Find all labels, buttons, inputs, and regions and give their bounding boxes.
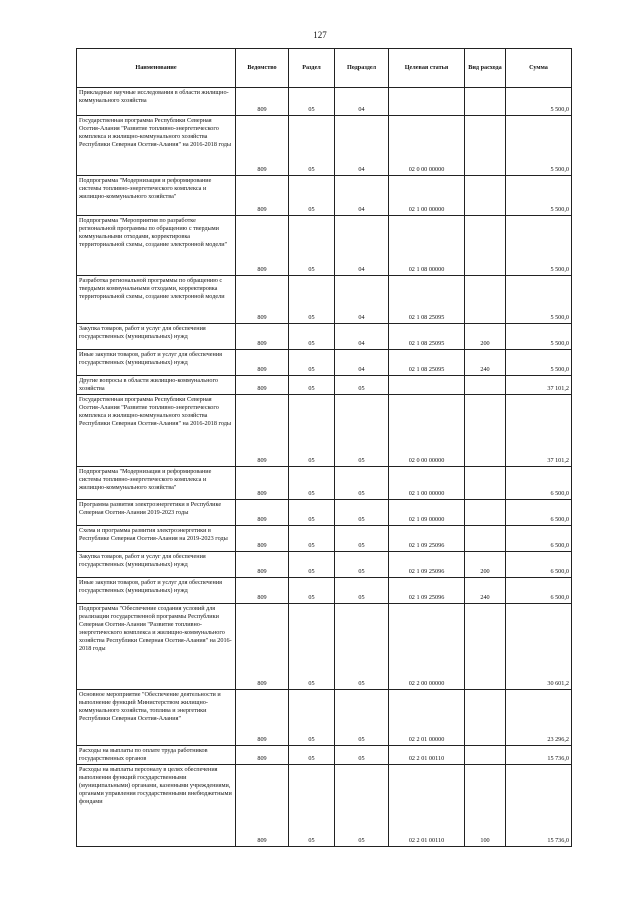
row-expense-type [465, 216, 506, 276]
row-section: 05 [289, 525, 335, 551]
row-section: 05 [289, 376, 335, 395]
row-name: Расходы на выплаты персоналу в целях обеспечения выполнения функций государственными (муниципальными) органами, казенными учреждениями, органами управления государственными внебюджетными фондами [77, 764, 236, 846]
row-subsection: 05 [335, 689, 389, 745]
row-sum: 6 500,0 [506, 466, 572, 499]
row-expense-type: 200 [465, 324, 506, 350]
row-name: Схема и программа развития электроэнергетики в Республике Северная Осетия-Алания на 2019-2023 годы [77, 525, 236, 551]
row-sum: 30 601,2 [506, 603, 572, 689]
row-target [389, 376, 465, 395]
header-section: Раздел [289, 49, 335, 88]
row-subsection: 05 [335, 394, 389, 466]
row-dept: 809 [236, 376, 289, 395]
row-name: Программа развития электроэнергетики в Республике Северная Осетия-Алания 2019-2023 годы [77, 499, 236, 525]
row-expense-type [465, 689, 506, 745]
row-name: Государственная программа Республики Северная Осетия-Алания "Развитие топливно-энергетического комплекса и жилищно-коммунального хозяйства Республики Северная Осетия-Алания" на 2016-2018 годы [77, 116, 236, 176]
row-sum: 15 736,0 [506, 745, 572, 764]
row-sum: 5 500,0 [506, 350, 572, 376]
row-subsection: 05 [335, 499, 389, 525]
row-target: 02 2 01 00110 [389, 764, 465, 846]
row-section: 05 [289, 745, 335, 764]
row-expense-type [465, 276, 506, 324]
row-section: 05 [289, 499, 335, 525]
row-target: 02 1 08 25095 [389, 324, 465, 350]
row-sum: 5 500,0 [506, 324, 572, 350]
table-row [77, 525, 572, 551]
header-dept: Ведомство [236, 49, 289, 88]
row-sum: 5 500,0 [506, 116, 572, 176]
row-dept: 809 [236, 324, 289, 350]
row-section: 05 [289, 394, 335, 466]
row-expense-type [465, 499, 506, 525]
row-section: 05 [289, 350, 335, 376]
row-expense-type: 240 [465, 577, 506, 603]
table-row [77, 394, 572, 466]
row-target: 02 0 00 00000 [389, 116, 465, 176]
row-expense-type: 240 [465, 350, 506, 376]
row-expense-type [465, 466, 506, 499]
header-target: Целевая статья [389, 49, 465, 88]
header-subsection: Подраздел [335, 49, 389, 88]
row-subsection: 05 [335, 764, 389, 846]
row-target [389, 88, 465, 116]
row-expense-type: 100 [465, 764, 506, 846]
row-section: 05 [289, 176, 335, 216]
row-target: 02 2 01 00110 [389, 745, 465, 764]
table-row [77, 577, 572, 603]
row-expense-type [465, 394, 506, 466]
row-dept: 809 [236, 577, 289, 603]
table-row [77, 276, 572, 324]
table-row [77, 376, 572, 395]
row-expense-type [465, 116, 506, 176]
row-dept: 809 [236, 176, 289, 216]
row-section: 05 [289, 324, 335, 350]
row-name: Закупка товаров, работ и услуг для обеспечения государственных (муниципальных) нужд [77, 324, 236, 350]
row-name: Иные закупки товаров, работ и услуг для обеспечения государственных (муниципальных) нужд [77, 350, 236, 376]
row-name: Расходы на выплаты по оплате труда работников государственных органов [77, 745, 236, 764]
row-dept: 809 [236, 603, 289, 689]
row-target: 02 1 08 25095 [389, 350, 465, 376]
table-row [77, 745, 572, 764]
row-dept: 809 [236, 88, 289, 116]
row-dept: 809 [236, 350, 289, 376]
row-subsection: 05 [335, 603, 389, 689]
row-target: 02 2 00 00000 [389, 603, 465, 689]
row-dept: 809 [236, 499, 289, 525]
row-section: 05 [289, 603, 335, 689]
row-subsection: 04 [335, 116, 389, 176]
row-dept: 809 [236, 764, 289, 846]
row-name: Подпрограмма "Обеспечение создания условий для реализации государственной программы Республики Северная Осетия-Алания "Развитие топливно-энергетического комплекса и жилищно-коммунального хозяйства Республики Северная Осетия-Алания" на 2016-2018 годы [77, 603, 236, 689]
row-target: 02 1 09 00000 [389, 499, 465, 525]
row-sum: 5 500,0 [506, 176, 572, 216]
row-subsection: 05 [335, 577, 389, 603]
row-name: Прикладные научные исследования в области жилищно-коммунального хозяйства [77, 88, 236, 116]
row-target: 02 1 08 25095 [389, 276, 465, 324]
row-name: Иные закупки товаров, работ и услуг для обеспечения государственных (муниципальных) нужд [77, 577, 236, 603]
row-section: 05 [289, 577, 335, 603]
header-expense-type: Вид расхода [465, 49, 506, 88]
row-expense-type: 200 [465, 551, 506, 577]
row-dept: 809 [236, 394, 289, 466]
row-section: 05 [289, 551, 335, 577]
row-target: 02 1 00 00000 [389, 466, 465, 499]
row-sum: 15 736,0 [506, 764, 572, 846]
row-sum: 23 296,2 [506, 689, 572, 745]
row-target: 02 2 01 00000 [389, 689, 465, 745]
table-row [77, 324, 572, 350]
table-row [77, 466, 572, 499]
row-expense-type [465, 88, 506, 116]
header-sum: Сумма [506, 49, 572, 88]
table-row [77, 764, 572, 846]
row-sum: 37 101,2 [506, 376, 572, 395]
row-section: 05 [289, 276, 335, 324]
row-sum: 5 500,0 [506, 276, 572, 324]
table-row [77, 603, 572, 689]
row-dept: 809 [236, 551, 289, 577]
row-sum: 37 101,2 [506, 394, 572, 466]
row-section: 05 [289, 116, 335, 176]
row-dept: 809 [236, 689, 289, 745]
row-sum: 5 500,0 [506, 216, 572, 276]
table-row [77, 216, 572, 276]
row-dept: 809 [236, 276, 289, 324]
row-name: Закупка товаров, работ и услуг для обеспечения государственных (муниципальных) нужд [77, 551, 236, 577]
row-dept: 809 [236, 745, 289, 764]
row-section: 05 [289, 216, 335, 276]
row-name: Разработка региональной программы по обращению с твердыми коммунальными отходами, корректировка территориальной схемы, создание электронной модели [77, 276, 236, 324]
row-subsection: 05 [335, 466, 389, 499]
row-name: Подпрограмма "Мероприятия по разработке региональной программы по обращению с твердыми коммунальными отходами, корректировка территориальной схемы, создание электронной модели" [77, 216, 236, 276]
page-number: 127 [313, 30, 327, 40]
table-row [77, 689, 572, 745]
row-expense-type [465, 176, 506, 216]
row-name: Основное мероприятие "Обеспечение деятельности и выполнение функций Министерством жилищно-коммунального хозяйства, топлива и энергетики Республики Северная Осетия-Алания" [77, 689, 236, 745]
row-expense-type [465, 525, 506, 551]
row-expense-type [465, 603, 506, 689]
row-subsection: 04 [335, 350, 389, 376]
row-dept: 809 [236, 216, 289, 276]
table-row [77, 551, 572, 577]
row-section: 05 [289, 466, 335, 499]
table-row [77, 176, 572, 216]
row-sum: 6 500,0 [506, 499, 572, 525]
row-subsection: 04 [335, 324, 389, 350]
header-name: Наименование [77, 49, 236, 88]
row-dept: 809 [236, 466, 289, 499]
row-target: 02 1 09 25096 [389, 551, 465, 577]
table-row [77, 116, 572, 176]
row-expense-type [465, 745, 506, 764]
table-body [77, 88, 572, 847]
row-expense-type [465, 376, 506, 395]
row-subsection: 04 [335, 176, 389, 216]
row-target: 02 1 08 00000 [389, 216, 465, 276]
row-subsection: 05 [335, 745, 389, 764]
row-dept: 809 [236, 525, 289, 551]
row-sum: 6 500,0 [506, 577, 572, 603]
row-sum: 6 500,0 [506, 525, 572, 551]
row-section: 05 [289, 689, 335, 745]
row-subsection: 04 [335, 276, 389, 324]
row-subsection: 04 [335, 88, 389, 116]
row-name: Подпрограмма "Модернизация и реформирование системы топливно-энергетического комплекса и жилищно-коммунального хозяйства" [77, 466, 236, 499]
row-name: Другие вопросы в области жилищно-коммунального хозяйства [77, 376, 236, 395]
row-subsection: 05 [335, 525, 389, 551]
row-subsection: 05 [335, 376, 389, 395]
row-target: 02 1 09 25096 [389, 525, 465, 551]
row-section: 05 [289, 88, 335, 116]
table-row [77, 88, 572, 116]
row-sum: 5 500,0 [506, 88, 572, 116]
table-row [77, 350, 572, 376]
row-subsection: 04 [335, 216, 389, 276]
row-sum: 6 500,0 [506, 551, 572, 577]
row-name: Государственная программа Республики Северная Осетия-Алания "Развитие топливно-энергетического комплекса и жилищно-коммунального хозяйства Республики Северная Осетия-Алания" на 2016-2018 годы [77, 394, 236, 466]
row-target: 02 1 00 00000 [389, 176, 465, 216]
row-section: 05 [289, 764, 335, 846]
row-dept: 809 [236, 116, 289, 176]
row-target: 02 1 09 25096 [389, 577, 465, 603]
table-row [77, 499, 572, 525]
header-row [77, 49, 572, 88]
row-name: Подпрограмма "Модернизация и реформирование системы топливно-энергетического комплекса и жилищно-коммунального хозяйства" [77, 176, 236, 216]
budget-table [76, 48, 572, 847]
row-target: 02 0 00 00000 [389, 394, 465, 466]
row-subsection: 05 [335, 551, 389, 577]
